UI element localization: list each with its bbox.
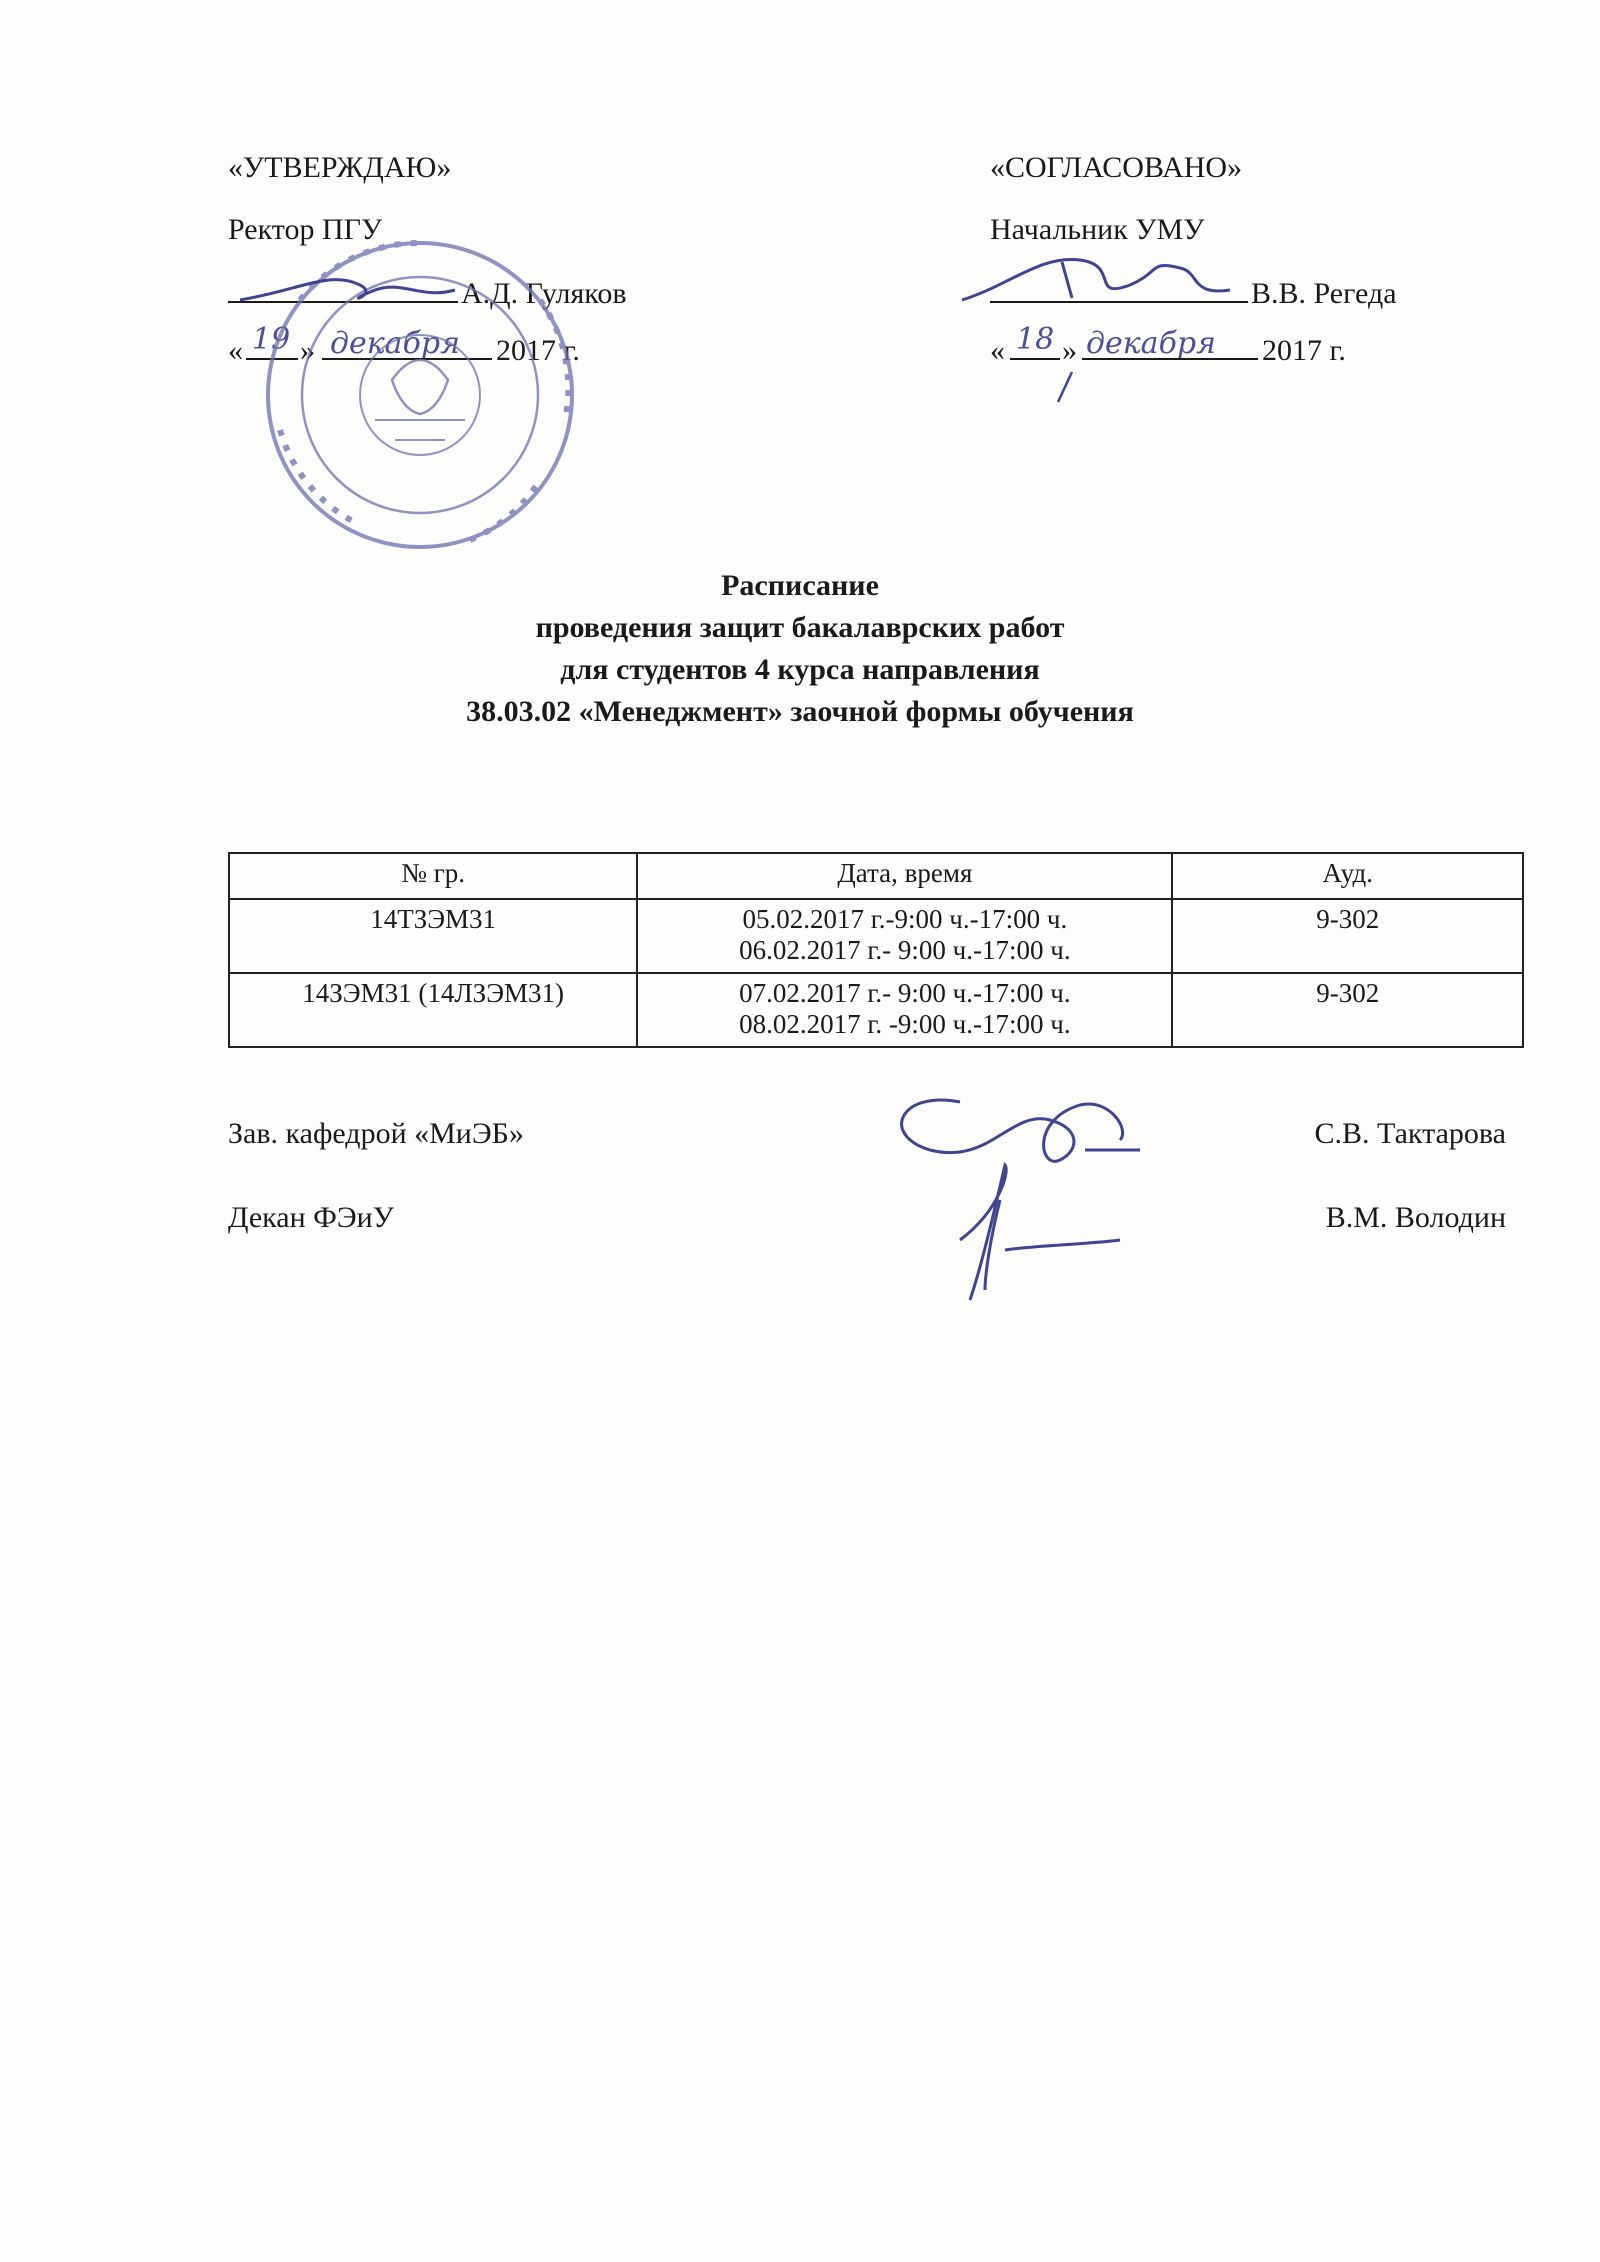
approval-right-date-year: 2017 г. <box>1262 334 1346 367</box>
umu-signature-icon <box>962 259 1230 300</box>
head-of-department-signature-icon <box>902 1100 1140 1161</box>
header-datetime: Дата, время <box>637 853 1172 899</box>
approval-right-heading: «СОГЛАСОВАНО» <box>990 151 1243 184</box>
approval-right-date-open: « <box>990 334 1005 367</box>
signature-name-head-of-department: С.В. Тактарова <box>1314 1117 1506 1150</box>
signature-name-dean: В.М. Володин <box>1325 1201 1506 1234</box>
rector-signature-icon <box>240 280 455 300</box>
approval-left-date-month: декабря <box>330 326 460 361</box>
signature-role-dean: Декан ФЭиУ <box>228 1201 394 1234</box>
university-stamp-icon <box>268 243 572 547</box>
header-group: № гр. <box>229 853 637 899</box>
cell-room: 9-302 <box>1172 973 1523 1047</box>
approval-right-position: Начальник УМУ <box>990 213 1205 246</box>
approval-left-name: А.Д. Гуляков <box>461 277 627 310</box>
approval-left-heading: «УТВЕРЖДАЮ» <box>228 151 452 184</box>
approval-left-position: Ректор ПГУ <box>228 213 383 246</box>
approval-left-date-year: 2017 г. <box>496 334 580 367</box>
dean-signature-icon <box>960 1165 1120 1300</box>
cell-group: 14ЗЭМ31 (14ЛЗЭМ31) <box>229 973 637 1047</box>
approval-left-date-day: 19 <box>252 322 291 357</box>
datetime-line: 05.02.2017 г.-9:00 ч.-17:00 ч. <box>742 904 1068 934</box>
title-line-3: для студентов 4 курса направления <box>560 653 1040 686</box>
cell-group: 14ТЗЭМ31 <box>229 899 637 973</box>
title-line-1: Расписание <box>721 569 879 602</box>
approval-right-date-day: 18 <box>1016 322 1055 357</box>
approval-right-name: В.В. Регеда <box>1251 277 1397 310</box>
approval-left-date-open: « <box>228 334 243 367</box>
cell-room: 9-302 <box>1172 899 1523 973</box>
title-line-2: проведения защит бакалаврских работ <box>535 611 1065 644</box>
datetime-line: 06.02.2017 г.- 9:00 ч.-17:00 ч. <box>739 935 1071 965</box>
approval-right-date-month: декабря <box>1086 326 1216 361</box>
approval-right-date-close: » <box>1062 334 1077 367</box>
approval-left-date-close: » <box>300 334 315 367</box>
header-room: Ауд. <box>1172 853 1523 899</box>
signature-role-head-of-department: Зав. кафедрой «МиЭБ» <box>228 1117 524 1150</box>
datetime-line: 07.02.2017 г.- 9:00 ч.-17:00 ч. <box>739 978 1071 1008</box>
title-line-4: 38.03.02 «Менеджмент» заочной формы обучения <box>466 695 1134 728</box>
datetime-line: 08.02.2017 г. -9:00 ч.-17:00 ч. <box>739 1009 1071 1039</box>
